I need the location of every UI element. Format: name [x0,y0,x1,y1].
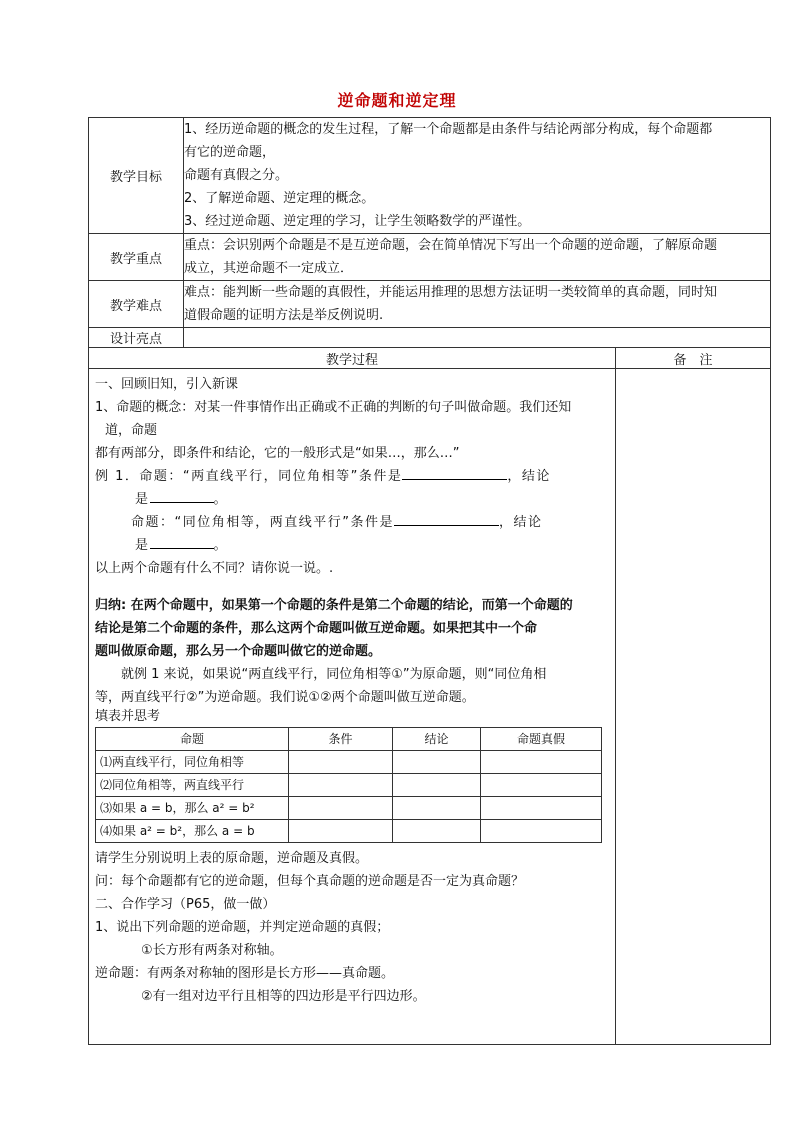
example-1a [95,465,609,488]
table-row [96,797,602,820]
conclusion-cell[interactable] [393,751,481,774]
difficulty-line-2: 道假命题的证明方法是举反例说明. [184,308,384,323]
difficulty-label: 教学难点 [89,281,184,328]
item-2: ②有一组对边平行且相等的四边形是平行四边形。 [141,989,426,1004]
goals-line-3: 命题有真假之分。 [184,168,289,183]
truth-cell[interactable] [481,820,602,843]
section-1-heading: 一、回顾旧知，引入新课 [95,377,239,392]
condition-cell[interactable] [289,797,393,820]
example-2b-post: 。 [213,538,229,553]
section-2-heading: 二、合作学习（P65，做一做） [95,897,276,912]
truth-cell[interactable] [481,797,602,820]
fill-table-heading: 填表并思考 [95,709,161,724]
condition-cell[interactable] [289,820,393,843]
example-1a-pre: 例 1．命题：“两直线平行，同位角相等”条件是 [95,469,403,484]
example-3-line-2: 等，两直线平行②”为逆命题。我们说①②两个命题叫做互逆命题。 [95,690,475,705]
difficulty-content [184,281,771,328]
example-1b-pre: 是 [135,492,150,507]
row-key [89,234,771,281]
example-2a-pre: 命题：“同位角相等，两直线平行”条件是 [131,515,394,530]
col-conclusion: 结论 [393,728,481,751]
spacer [95,580,609,594]
notes-header-label: 备 注 [616,348,771,369]
question-1: 以上两个命题有什么不同？请你说一说。. [95,561,334,576]
example-1b [95,488,609,511]
row-process-header [89,348,771,369]
concept-line-2: 道，命题 [105,423,158,438]
key-content [184,234,771,281]
row-highlight [89,328,771,348]
col-proposition: 命题 [96,728,289,751]
after-table-line-1: 请学生分别说明上表的原命题，逆命题及真假。 [95,851,369,866]
concept-line-1: 1、命题的概念：对某一件事情作出正确或不正确的判断的句子叫做命题。我们还知 [95,400,572,415]
conclusion-cell[interactable] [393,797,481,820]
goals-line-1: 1、经历逆命题的概念的发生过程，了解一个命题都是由条件与结论两部分构成，每个命题都 [184,122,713,137]
proposition-cell: ⑷如果 a² = b²，那么 a = b [96,820,289,843]
row-goals [89,118,771,234]
item-1: ①长方形有两条对称轴。 [141,943,283,958]
row-process [89,369,771,1045]
example-1a-post: ，结论 [507,469,551,484]
example-2b [95,534,609,557]
truth-cell[interactable] [481,774,602,797]
notes-column[interactable] [616,369,771,1045]
proposition-cell: ⑴两直线平行，同位角相等 [96,751,289,774]
summary-line-2: 结论是第二个命题的条件，那么这两个命题叫做互逆命题。如果把其中一个命 [95,621,538,636]
example-2a-post: ，结论 [498,515,543,530]
example-1a-condition-blank[interactable] [402,465,507,480]
lesson-plan-table [88,117,771,1045]
highlight-label: 设计亮点 [89,328,184,348]
row-difficulty [89,281,771,328]
condition-cell[interactable] [289,751,393,774]
goals-content [184,118,771,234]
concept-line-3: 都有两部分，即条件和结论，它的一般形式是“如果…，那么…” [95,446,460,461]
goals-line-2: 有它的逆命题， [184,145,276,160]
example-3-line-1: 就例 1 来说，如果说“两直线平行，同位角相等①”为原命题，则“同位角相 [121,667,547,682]
example-1b-conclusion-blank[interactable] [150,488,214,503]
example-2a [95,511,609,534]
proposition-table-header [96,728,602,751]
proposition-cell: ⑶如果 a = b，那么 a² = b² [96,797,289,820]
conclusion-cell[interactable] [393,820,481,843]
key-label: 教学重点 [89,234,184,281]
table-row [96,751,602,774]
table-row [96,774,602,797]
col-condition: 条件 [289,728,393,751]
difficulty-line-1: 难点：能判断一些命题的真假性，并能运用推理的思想方法证明一类较简单的真命题，同时知 [184,285,718,300]
example-1b-post: 。 [213,492,229,507]
example-2a-condition-blank[interactable] [394,511,499,526]
truth-cell[interactable] [481,751,602,774]
highlight-content [184,328,771,348]
condition-cell[interactable] [289,774,393,797]
table-row [96,820,602,843]
key-line-2: 成立，其逆命题不一定成立． [184,261,354,276]
document-title: 逆命题和逆定理 [337,91,457,110]
process-content [89,369,616,1045]
example-2b-pre: 是 [135,538,150,553]
summary-line-1: 归纳: 在两个命题中，如果第一个命题的条件是第二个命题的结论，而第一个命题的 [95,598,573,613]
task-1: 1、说出下列命题的逆命题，并判定逆命题的真假； [95,920,390,935]
after-table-line-2: 问：每个命题都有它的逆命题，但每个真命题的逆命题是否一定为真命题？ [95,874,525,889]
goals-line-4: 2、了解逆命题、逆定理的概念。 [184,191,375,206]
example-2b-conclusion-blank[interactable] [150,534,214,549]
col-truth: 命题真假 [481,728,602,751]
goals-line-5: 3、经过逆命题、逆定理的学习，让学生领略数学的严谨性。 [184,214,531,229]
process-header-label: 教学过程 [89,348,616,369]
proposition-cell: ⑵同位角相等，两直线平行 [96,774,289,797]
summary-line-3: 题叫做原命题，那么另一个命题叫做它的逆命题。 [95,644,382,659]
key-line-1: 重点：会识别两个命题是不是互逆命题，会在简单情况下写出一个命题的逆命题，了解原命题 [184,238,718,253]
proposition-table [95,727,602,843]
conclusion-cell[interactable] [393,774,481,797]
goals-label: 教学目标 [89,118,184,234]
item-1-converse: 逆命题：有两条对称轴的图形是长方形——真命题。 [95,966,395,981]
